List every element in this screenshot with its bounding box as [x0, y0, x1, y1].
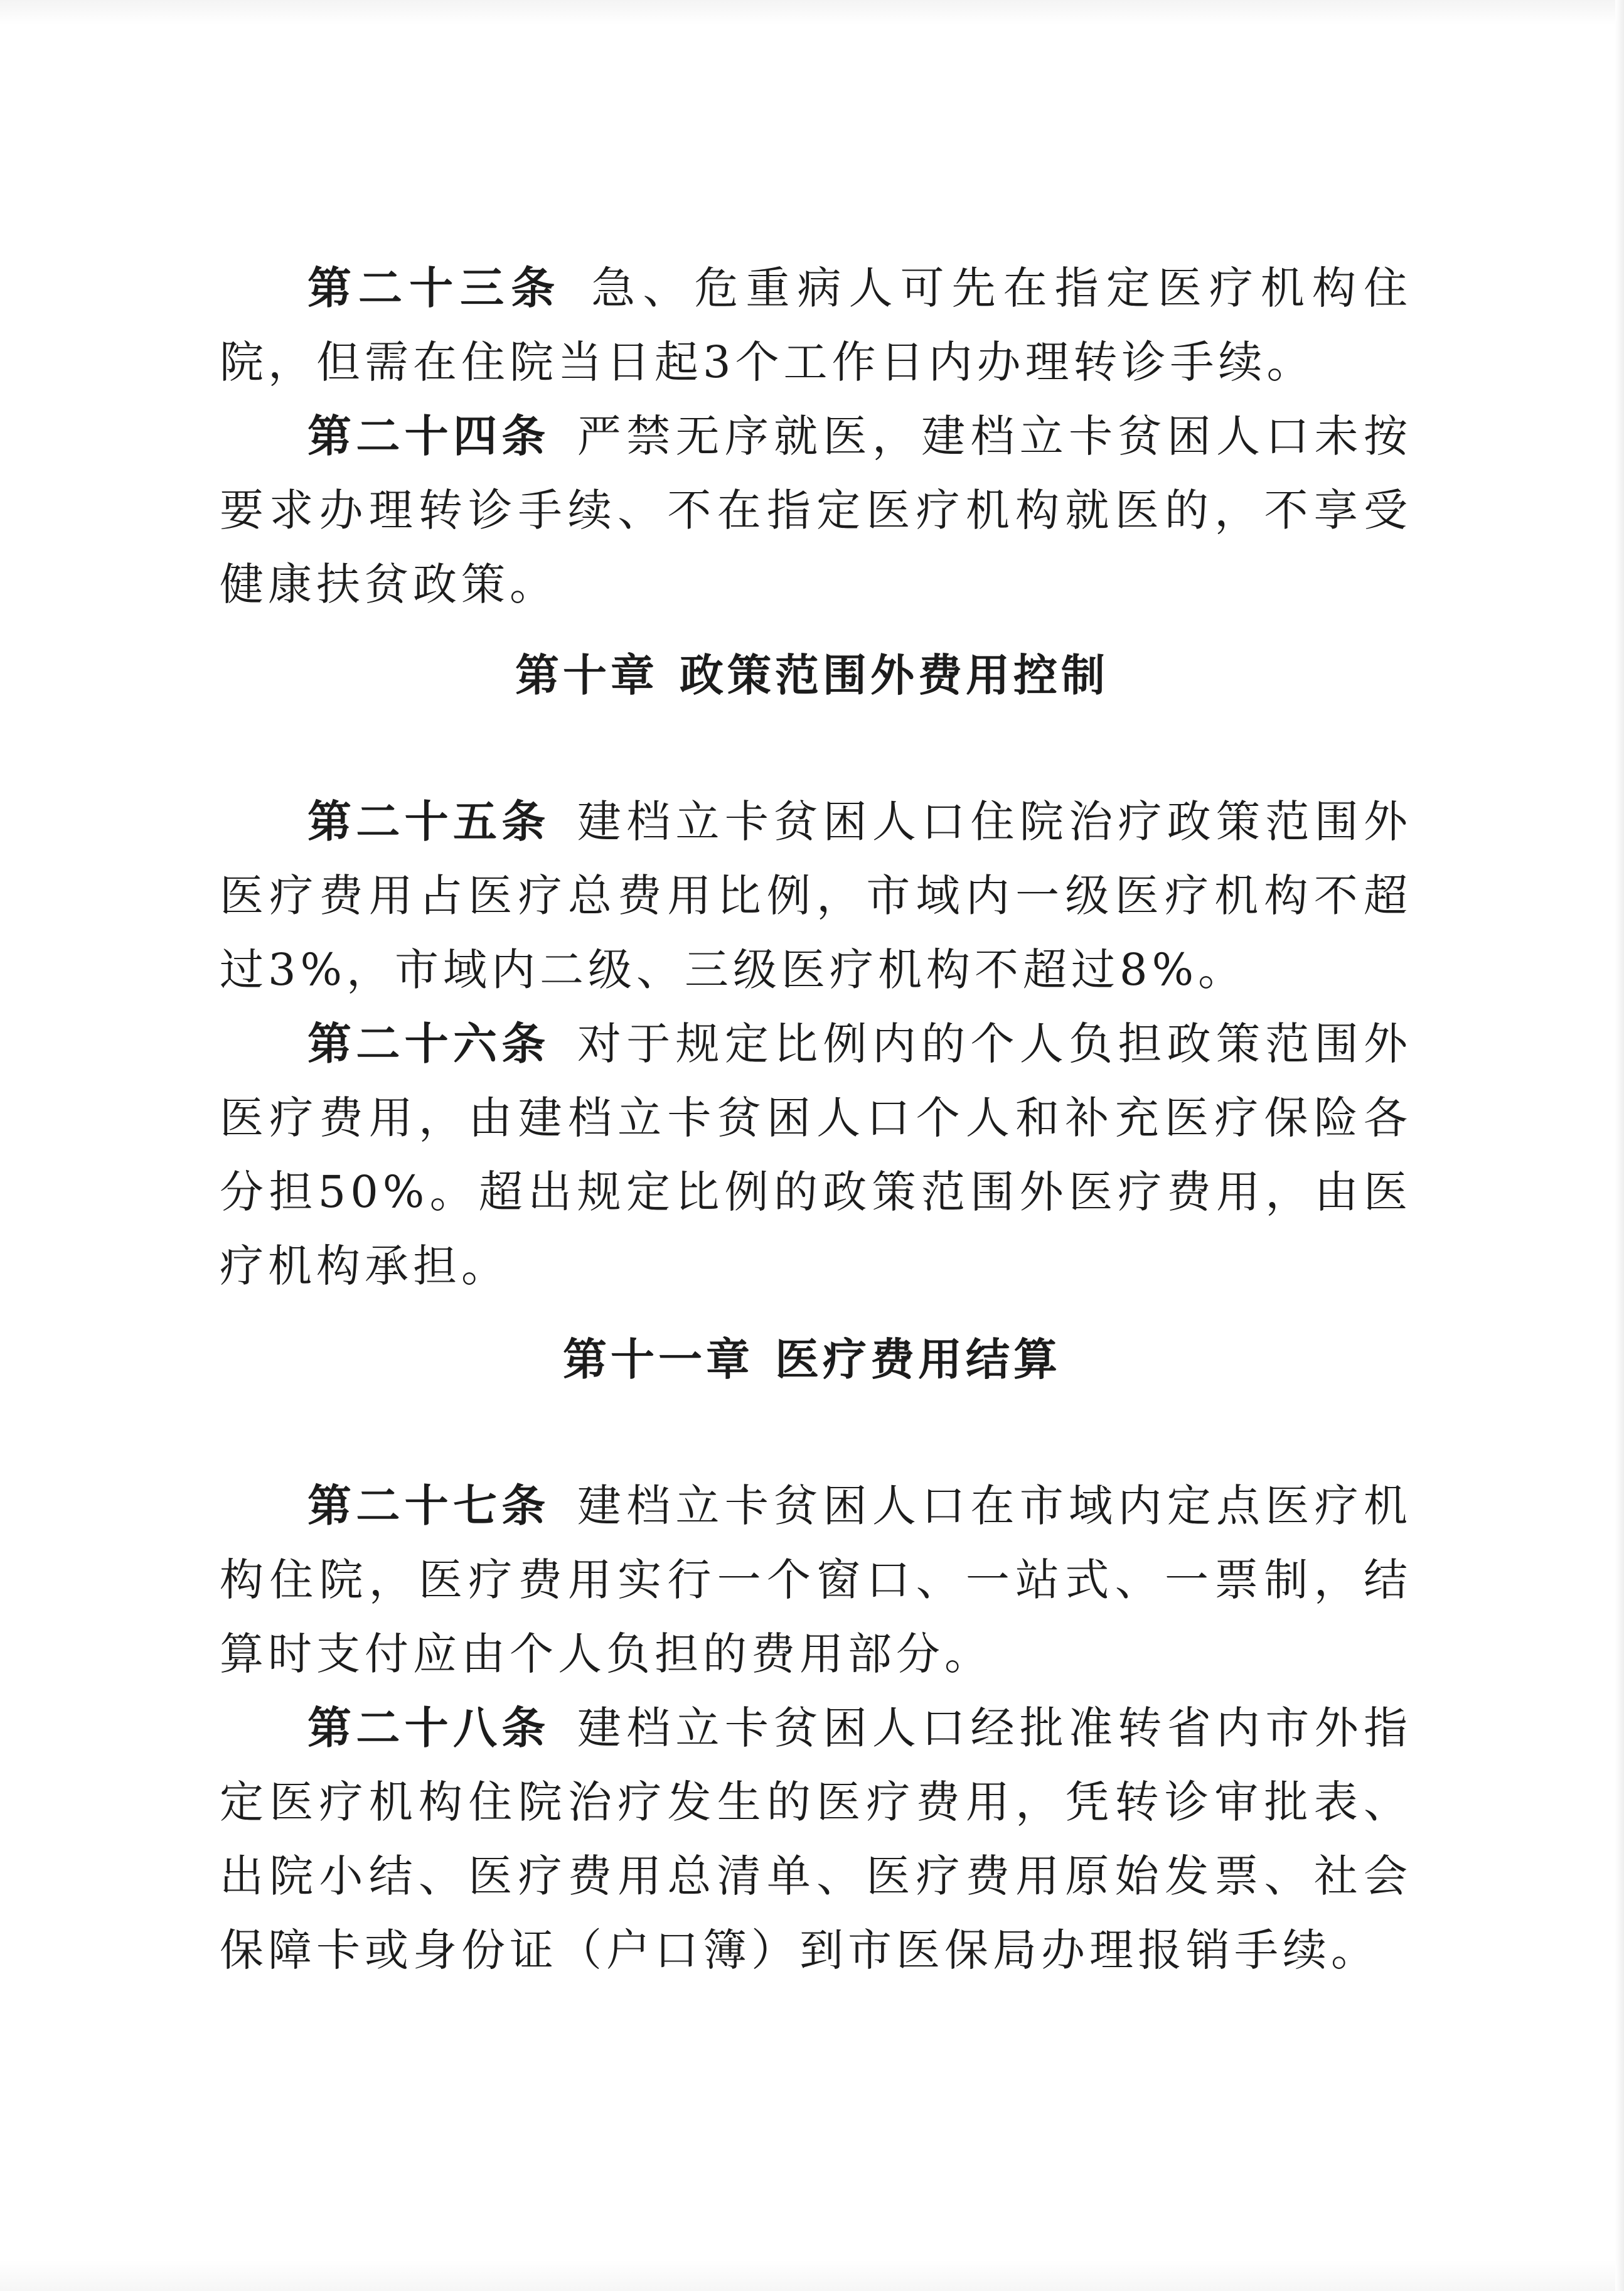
article-label: 第二十六条	[307, 1018, 550, 1070]
article-25	[220, 785, 1412, 1007]
article-label: 第二十四条	[307, 410, 550, 462]
article-label: 第二十八条	[307, 1702, 550, 1754]
chapter-title: 政策范围外费用控制	[680, 650, 1109, 701]
chapter-11-heading	[0, 1324, 1624, 1388]
article-23	[220, 251, 1412, 399]
article-28	[220, 1691, 1412, 1987]
chapter-title: 医疗费用结算	[775, 1334, 1061, 1385]
chapter-number: 第十一章	[563, 1334, 754, 1385]
article-text: 急、危重病人可先在指定医疗机构住院，但需在住院当日起3个工作日内办理转诊手续。	[220, 262, 1413, 388]
article-text: 建档立卡贫困人口在市域内定点医疗机构住院，医疗费用实行一个窗口、一站式、一票制，结算时支付应由个人负担的费用部分。	[220, 1480, 1413, 1680]
chapter-10-heading	[0, 640, 1624, 704]
chapter-number: 第十章	[515, 650, 658, 701]
article-text: 对于规定比例内的个人负担政策范围外医疗费用，由建档立卡贫困人口个人和补充医疗保险各分担50%。超出规定比例的政策范围外医疗费用，由医疗机构承担。	[220, 1018, 1413, 1292]
article-label: 第二十三条	[307, 262, 562, 314]
article-24	[220, 399, 1412, 621]
article-27	[220, 1469, 1412, 1691]
article-label: 第二十七条	[307, 1480, 550, 1532]
article-text: 建档立卡贫困人口经批准转省内市外指定医疗机构住院治疗发生的医疗费用，凭转诊审批表、出院小结、医疗费用总清单、医疗费用原始发票、社会保障卡或身份证（户口簿）到市医保局办理报销手续。	[220, 1702, 1413, 1976]
article-label: 第二十五条	[307, 796, 550, 847]
article-26	[220, 1007, 1412, 1303]
article-text: 建档立卡贫困人口住院治疗政策范围外医疗费用占医疗总费用比例，市域内一级医疗机构不超过3%，市域内二级、三级医疗机构不超过8%。	[220, 796, 1413, 995]
article-text: 严禁无序就医，建档立卡贫困人口未按要求办理转诊手续、不在指定医疗机构就医的，不享受健康扶贫政策。	[220, 410, 1413, 610]
scan-edge	[1615, 0, 1624, 2291]
